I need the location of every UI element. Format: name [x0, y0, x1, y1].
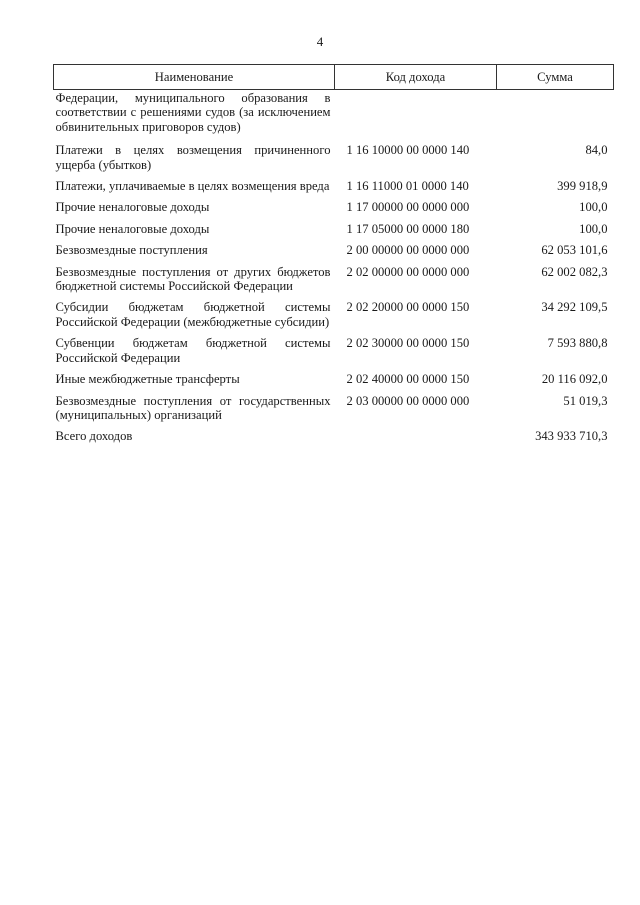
page-number: 4	[316, 34, 324, 49]
row-name: Платежи в целях возмещения причиненного ущерба (убытков)	[55, 143, 331, 172]
row-code	[335, 90, 497, 144]
row-code: 2 02 00000 00 0000 000	[346, 264, 470, 279]
income-table	[53, 64, 614, 451]
row-name: Субсидии бюджетам бюджетной системы Российской Федерации (межбюджетные субсидии)	[55, 300, 331, 329]
total-name: Всего доходов	[55, 429, 133, 444]
row-name: Прочие неналоговые доходы	[55, 221, 210, 236]
row-name: Федерации, муниципального образования в соответствии с решениями судов (за исключением обвинительных приговоров судов)	[55, 91, 331, 134]
row-code: 2 02 30000 00 0000 150	[346, 336, 470, 351]
row-sum: 62 002 082,3	[541, 264, 608, 279]
table-row-total	[54, 429, 614, 450]
table-row	[54, 222, 614, 243]
table-header	[54, 65, 614, 90]
row-sum: 100,0	[579, 221, 608, 236]
row-sum: 34 292 109,5	[541, 300, 608, 315]
row-name: Безвозмездные поступления от государственных (муниципальных) организаций	[55, 393, 331, 422]
table-row	[54, 90, 614, 144]
row-name: Платежи, уплачиваемые в целях возмещения вреда	[55, 179, 330, 194]
header-code: Код дохода	[335, 65, 497, 90]
row-name: Иные межбюджетные трансферты	[55, 372, 240, 387]
row-sum: 20 116 092,0	[541, 372, 608, 387]
row-code: 1 16 11000 01 0000 140	[346, 179, 469, 194]
table-row	[54, 394, 614, 430]
table-row	[54, 265, 614, 301]
table-row	[54, 143, 614, 179]
table-body	[54, 90, 614, 451]
table-row	[54, 372, 614, 393]
header-row	[54, 65, 614, 90]
row-sum: 84,0	[585, 143, 608, 158]
header-name: Наименование	[54, 65, 335, 90]
row-sum: 62 053 101,6	[541, 243, 608, 258]
table-row	[54, 179, 614, 200]
table-row	[54, 200, 614, 221]
income-table-container	[53, 64, 613, 451]
row-sum	[497, 90, 614, 144]
row-code: 2 00 00000 00 0000 000	[346, 243, 470, 258]
header-sum: Сумма	[497, 65, 614, 90]
row-sum: 100,0	[579, 200, 608, 215]
row-code: 2 02 20000 00 0000 150	[346, 300, 470, 315]
table-row	[54, 300, 614, 336]
row-name: Субвенции бюджетам бюджетной системы Российской Федерации	[55, 336, 331, 365]
row-sum: 399 918,9	[557, 179, 608, 194]
row-sum: 7 593 880,8	[547, 336, 608, 351]
row-code: 1 16 10000 00 0000 140	[346, 143, 470, 158]
row-code: 2 03 00000 00 0000 000	[346, 393, 470, 408]
row-sum: 51 019,3	[563, 393, 608, 408]
row-code: 2 02 40000 00 0000 150	[346, 372, 470, 387]
table-row	[54, 243, 614, 264]
row-name: Прочие неналоговые доходы	[55, 200, 210, 215]
row-code: 1 17 05000 00 0000 180	[346, 221, 470, 236]
row-name: Безвозмездные поступления от других бюджетов бюджетной системы Российской Федерации	[55, 264, 331, 294]
total-code	[335, 429, 497, 450]
row-code: 1 17 00000 00 0000 000	[346, 200, 470, 215]
total-sum: 343 933 710,3	[535, 429, 608, 444]
table-row	[54, 336, 614, 372]
row-name: Безвозмездные поступления	[55, 243, 208, 258]
